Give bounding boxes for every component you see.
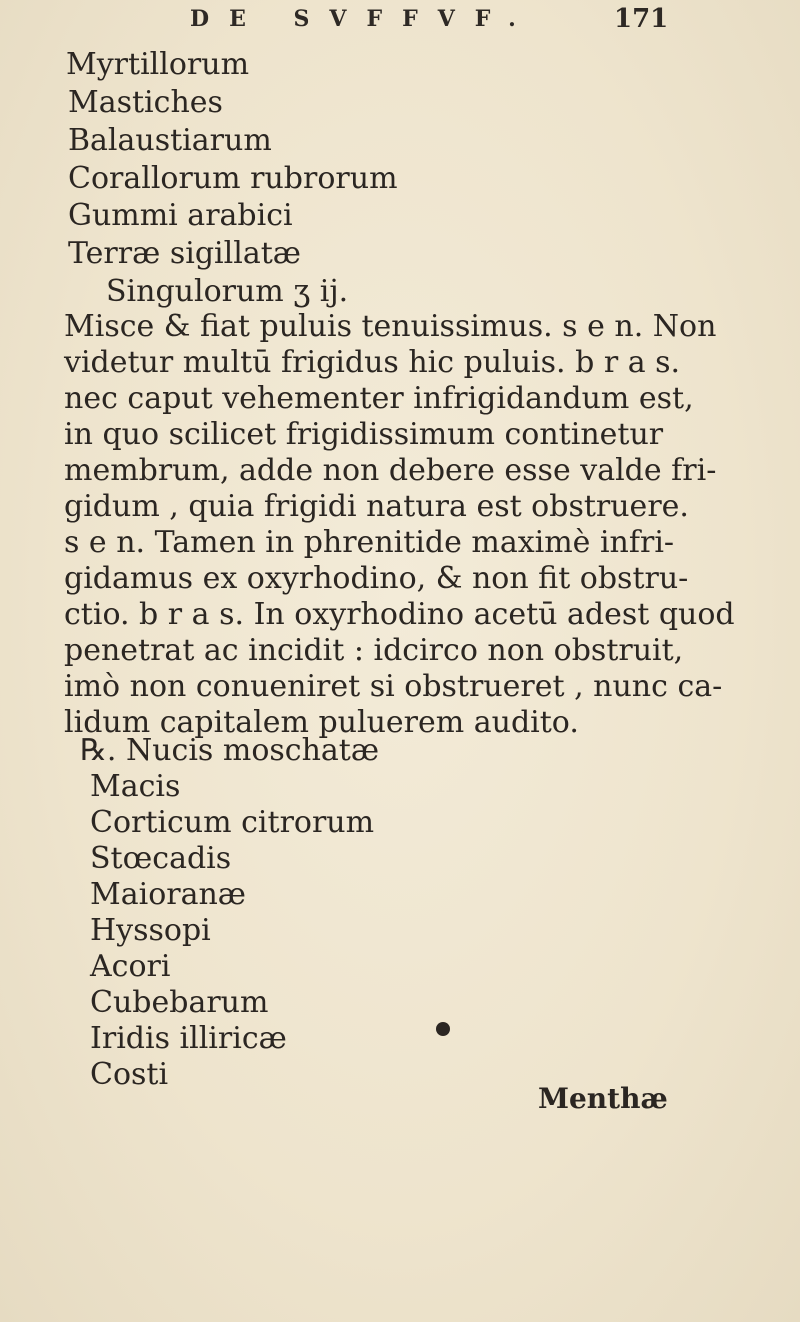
text-line: membrum, adde non debere esse valde fri- — [64, 453, 717, 488]
recipe-line: Macis — [90, 769, 181, 804]
running-title: DE SVFFVF. — [190, 6, 536, 32]
text-line: imò non conueniret si obstrueret , nunc ca- — [64, 669, 723, 704]
text-line: gidum , quia frigidi natura est obstruere. — [64, 489, 689, 524]
text-line: Mastiches — [68, 85, 223, 120]
ink-blot — [436, 1022, 450, 1036]
text-line: videtur multū frigidus hic puluis. b r a s. — [64, 345, 681, 380]
recipe-line: Stœcadis — [90, 841, 232, 876]
catchword: Menthæ — [538, 1082, 668, 1115]
recipe-line: Iridis illiricæ — [90, 1021, 287, 1056]
text-line: Gummi arabici — [68, 198, 293, 233]
text-line: in quo scilicet frigidissimum continetur — [64, 417, 664, 452]
text-line: Myrtillorum — [66, 47, 250, 82]
text-line: ctio. b r a s. In oxyrhodino acetū adest quod — [64, 597, 735, 632]
text-line: Misce & fiat puluis tenuissimus. s e n. Non — [64, 309, 717, 344]
recipe-line: ℞. Nucis moschatæ — [80, 733, 380, 768]
text-line: nec caput vehementer infrigidandum est, — [64, 381, 694, 416]
recipe-line: Hyssopi — [90, 913, 211, 948]
text-line: Terræ sigillatæ — [68, 236, 301, 271]
text-line: lidum capitalem puluerem audito. — [64, 705, 579, 740]
recipe-line: Maioranæ — [90, 877, 247, 912]
text-line: Corallorum rubrorum — [68, 161, 398, 196]
recipe-line: Cubebarum — [90, 985, 269, 1020]
text-line: gidamus ex oxyrhodino, & non fit obstru- — [64, 561, 689, 596]
text-line: Balaustiarum — [68, 123, 272, 158]
text-line: s e n. Tamen in phrenitide maximè infri- — [64, 525, 675, 560]
text-line: penetrat ac incidit : idcirco non obstruit, — [64, 633, 684, 668]
page-number: 171 — [614, 4, 669, 34]
recipe-line: Costi — [90, 1057, 169, 1092]
recipe-line: Corticum citrorum — [90, 805, 375, 840]
recipe-line: Acori — [90, 949, 171, 984]
text-line: Singulorum ʒ ij. — [106, 274, 349, 309]
